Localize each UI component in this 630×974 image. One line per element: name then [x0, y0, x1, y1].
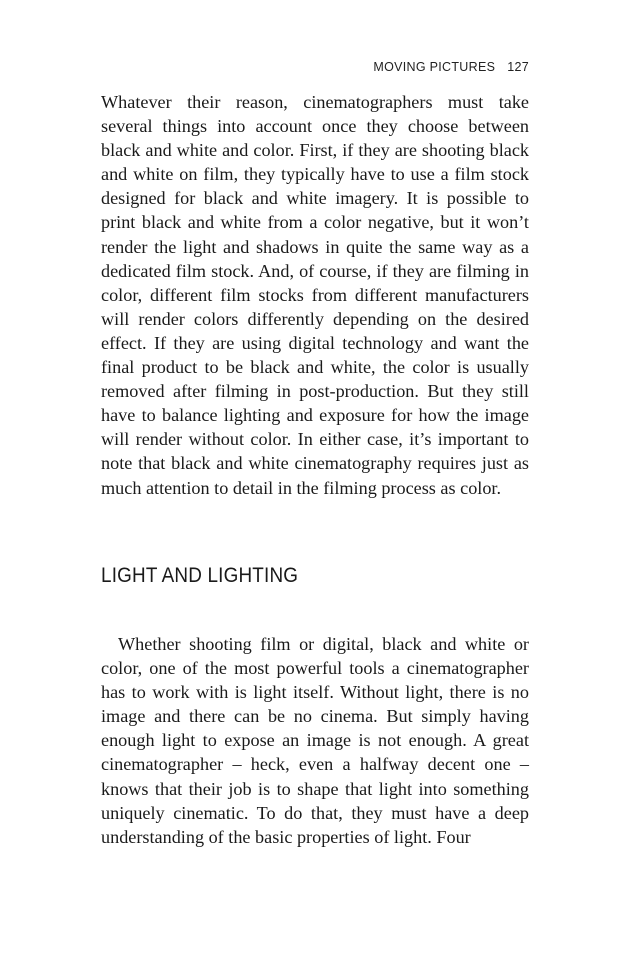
section-heading: LIGHT AND LIGHTING: [101, 564, 299, 587]
page-number: 127: [507, 60, 529, 74]
paragraph-light-and-lighting: Whether shooting film or digital, black and white or color, one of the most powerful tools a cinematographer has to work with is light itself. Without light, there is no image and there can be no cinema. But simply having enough light to expose an image is not enough. A great cinematographer – heck, even a halfway decent one – knows that their job is to shape that light into something uniquely cinematic. To do that, they must have a deep understanding of the basic properties of light. Four: [101, 634, 529, 847]
running-head-title: MOVING PICTURES: [373, 60, 496, 74]
running-head: [373, 60, 529, 74]
paragraph-black-and-white: Whatever their reason, cinematographers must take several things into account once they choose between black and white and color. First, if they are shooting black and white on film, they typically have to use a film stock designed for black and white imagery. It is possible to print black and white from a color negative, but it won’t render the light and shadows in quite the same way as a dedicated film stock. And, of course, if they are filming in color, different film stocks from different manufacturers will render colors differently depending on the desired effect. If they are using digital technology and want the final product to be black and white, the color is usually removed after filming in post-production. But they still have to balance lighting and exposure for how the image will render without color. In either case, it’s important to note that black and white cinematography requires just as much attention to detail in the filming process as color.: [101, 92, 529, 498]
